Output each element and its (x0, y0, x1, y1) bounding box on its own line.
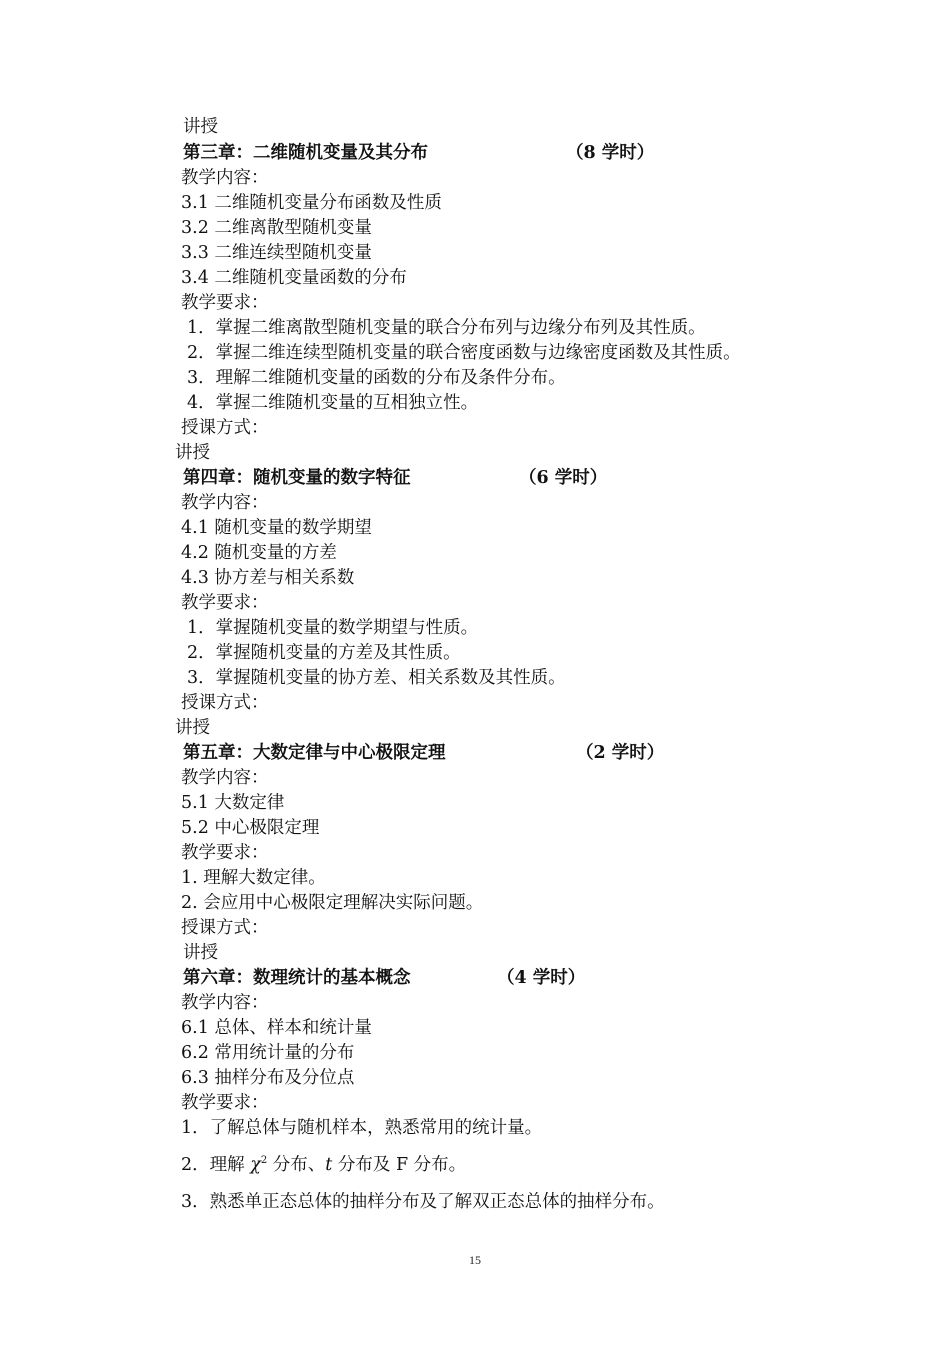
requirement-item: 1．掌握二维离散型随机变量的联合分布列与边缘分布列及其性质。 (187, 318, 706, 338)
requirement-text: 2．理解 (181, 1155, 251, 1175)
section-item: 3.4 二维随机变量函数的分布 (181, 268, 407, 288)
chi-symbol: χ (250, 1155, 261, 1175)
section-item: 6.1 总体、样本和统计量 (181, 1018, 372, 1038)
requirements-label: 教学要求： (181, 593, 269, 613)
chapter-5-title: 第五章：大数定律与中心极限定理 (183, 743, 446, 763)
chapter-6-title: 第六章：数理统计的基本概念 (183, 968, 411, 988)
teaching-method-value: 讲授 (175, 443, 210, 463)
chapter-5-heading (183, 741, 665, 765)
teaching-method-value: 讲授 (175, 718, 210, 738)
requirement-item: 3．掌握随机变量的协方差、相关系数及其性质。 (187, 668, 566, 688)
section-item: 6.3 抽样分布及分位点 (181, 1068, 355, 1088)
requirement-item: 4．掌握二维随机变量的互相独立性。 (187, 393, 479, 413)
content-label: 教学内容： (181, 768, 269, 788)
content-label: 教学内容： (181, 493, 269, 513)
requirements-label: 教学要求： (181, 843, 269, 863)
section-item: 5.2 中心极限定理 (181, 818, 320, 838)
requirement-item: 1. 理解大数定律。 (181, 868, 326, 888)
content-label: 教学内容： (181, 168, 269, 188)
section-item: 3.2 二维离散型随机变量 (181, 218, 372, 238)
chapter-4-hours: （6 学时） (519, 468, 608, 488)
section-item: 5.1 大数定律 (181, 793, 285, 813)
requirements-label: 教学要求： (181, 293, 269, 313)
teaching-method-label: 授课方式： (181, 418, 269, 438)
requirement-item: 1．掌握随机变量的数学期望与性质。 (187, 618, 479, 638)
requirement-item: 3．熟悉单正态总体的抽样分布及了解双正态总体的抽样分布。 (181, 1192, 665, 1212)
requirement-item (181, 1153, 466, 1177)
requirement-text: 分布、 (267, 1155, 326, 1175)
content-label: 教学内容： (181, 993, 269, 1013)
chapter-4-heading (183, 466, 608, 490)
section-item: 3.1 二维随机变量分布函数及性质 (181, 193, 442, 213)
chapter-6-hours: （4 学时） (497, 968, 586, 988)
requirement-text: 分布及 F 分布。 (332, 1155, 467, 1175)
requirement-item: 2. 会应用中心极限定理解决实际问题。 (181, 893, 484, 913)
section-item: 4.2 随机变量的方差 (181, 543, 337, 563)
requirement-item: 3．理解二维随机变量的函数的分布及条件分布。 (187, 368, 566, 388)
chapter-6-heading (183, 966, 586, 990)
teaching-method-label: 授课方式： (181, 693, 269, 713)
t-symbol: t (325, 1155, 333, 1175)
superscript: 2 (260, 1155, 268, 1167)
chapter-3-heading (183, 141, 655, 165)
requirement-item: 1．了解总体与随机样本，熟悉常用的统计量。 (181, 1118, 543, 1138)
chapter-3-title: 第三章：二维随机变量及其分布 (183, 143, 428, 163)
teaching-method-value: 讲授 (183, 943, 218, 963)
page-number: 15 (469, 1253, 481, 1267)
teaching-method-value: 讲授 (183, 117, 218, 137)
section-item: 3.3 二维连续型随机变量 (181, 243, 372, 263)
teaching-method-label: 授课方式： (181, 918, 269, 938)
chapter-5-hours: （2 学时） (576, 743, 665, 763)
section-item: 4.3 协方差与相关系数 (181, 568, 355, 588)
requirement-item: 2．掌握二维连续型随机变量的联合密度函数与边缘密度函数及其性质。 (187, 343, 741, 363)
chapter-4-title: 第四章：随机变量的数字特征 (183, 468, 411, 488)
chapter-3-hours: （8 学时） (566, 143, 655, 163)
section-item: 4.1 随机变量的数学期望 (181, 518, 372, 538)
requirement-item: 2．掌握随机变量的方差及其性质。 (187, 643, 461, 663)
section-item: 6.2 常用统计量的分布 (181, 1043, 355, 1063)
requirements-label: 教学要求： (181, 1093, 269, 1113)
